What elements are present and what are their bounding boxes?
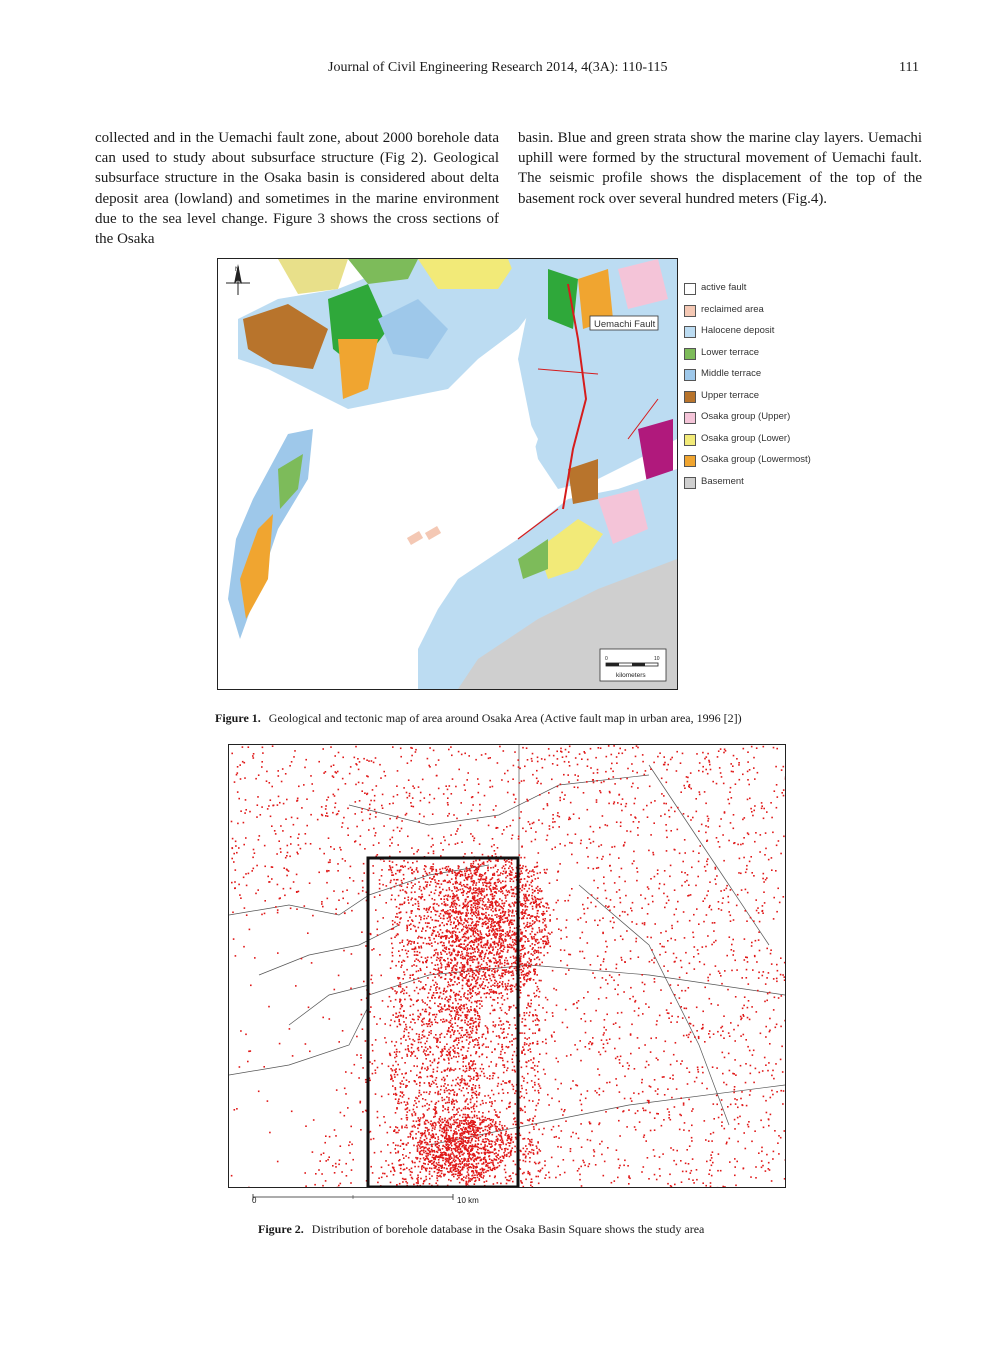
legend-item bbox=[684, 390, 834, 412]
geological-map bbox=[218, 259, 677, 689]
figure2-caption-label: Figure 2. bbox=[258, 1222, 304, 1236]
legend-item bbox=[684, 433, 834, 455]
legend-label: Middle terrace bbox=[701, 368, 762, 379]
legend-item bbox=[684, 411, 834, 433]
figure1-caption-text: Geological and tectonic map of area around Osaka Area (Active fault map in urban area, 1996 [2]) bbox=[268, 711, 742, 725]
body-text-left-column: collected and in the Uemachi fault zone, about 2000 borehole data can used to study about subsurface structure (Fig 2). Geological subsurface structure in the Osaka basin is considered about delta deposit area (lowland) and sometimes in the marine environment due to the sea level change. Figure 3 shows the cross sections of the Osaka bbox=[95, 130, 499, 248]
figure2-scale-start: 0 bbox=[252, 1196, 257, 1205]
legend-item bbox=[684, 454, 834, 476]
legend-label: Basement bbox=[701, 475, 744, 487]
geological-map-figure bbox=[217, 258, 678, 690]
legend-label: Osaka group (Lowermost) bbox=[701, 454, 811, 465]
legend-item bbox=[684, 347, 834, 369]
legend-label: Osaka group (Lower) bbox=[701, 432, 791, 444]
map-scale-end: 10 bbox=[654, 656, 660, 662]
legend-label: reclaimed area bbox=[701, 303, 764, 315]
legend-label: Osaka group (Upper) bbox=[701, 411, 791, 422]
figure2-scale-bar bbox=[228, 1190, 528, 1210]
map-scale-start: 0 bbox=[605, 656, 608, 662]
borehole-map bbox=[229, 745, 785, 1187]
page-header bbox=[0, 60, 992, 80]
legend-label: Lower terrace bbox=[701, 346, 760, 358]
legend-swatch bbox=[684, 305, 696, 317]
map-legend bbox=[684, 282, 834, 497]
legend-swatch bbox=[684, 369, 696, 381]
legend-swatch bbox=[684, 434, 696, 446]
legend-item bbox=[684, 476, 834, 498]
legend-swatch bbox=[684, 455, 696, 467]
legend-swatch bbox=[684, 391, 696, 403]
body-text-right-column: basin. Blue and green strata show the marine clay layers. Uemachi uphill were formed by the structural movement of Uemachi fault. The seismic profile shows the displacement of the top of the basement rock over several hundred meters (Fig.4). bbox=[518, 130, 922, 207]
legend-swatch bbox=[684, 477, 696, 489]
figure2-caption bbox=[258, 1222, 704, 1237]
legend-label: Halocene deposit bbox=[701, 325, 775, 336]
figure1-caption bbox=[215, 711, 742, 726]
legend-label: active fault bbox=[701, 282, 747, 293]
legend-swatch bbox=[684, 283, 696, 295]
borehole-distribution-figure bbox=[228, 744, 786, 1188]
fault-label: Uemachi Fault bbox=[594, 319, 656, 330]
legend-item bbox=[684, 304, 834, 326]
legend-item bbox=[684, 325, 834, 347]
page-number: 111 bbox=[899, 60, 919, 75]
legend-label: Upper terrace bbox=[701, 389, 760, 401]
figure2-caption-text: Distribution of borehole database in the Osaka Basin Square shows the study area bbox=[311, 1222, 705, 1236]
legend-item bbox=[684, 282, 834, 304]
legend-swatch bbox=[684, 348, 696, 360]
legend-swatch bbox=[684, 412, 696, 424]
north-label: N bbox=[235, 267, 240, 273]
map-scale-unit: kilometers bbox=[616, 672, 646, 679]
legend-swatch bbox=[684, 326, 696, 338]
map-scale-bar bbox=[600, 649, 666, 681]
figure1-caption-label: Figure 1. bbox=[215, 711, 261, 725]
legend-item bbox=[684, 368, 834, 390]
figure2-scale-end: 10 km bbox=[457, 1196, 479, 1205]
journal-title: Journal of Civil Engineering Research 2014, 4(3A): 110-115 bbox=[328, 60, 668, 75]
